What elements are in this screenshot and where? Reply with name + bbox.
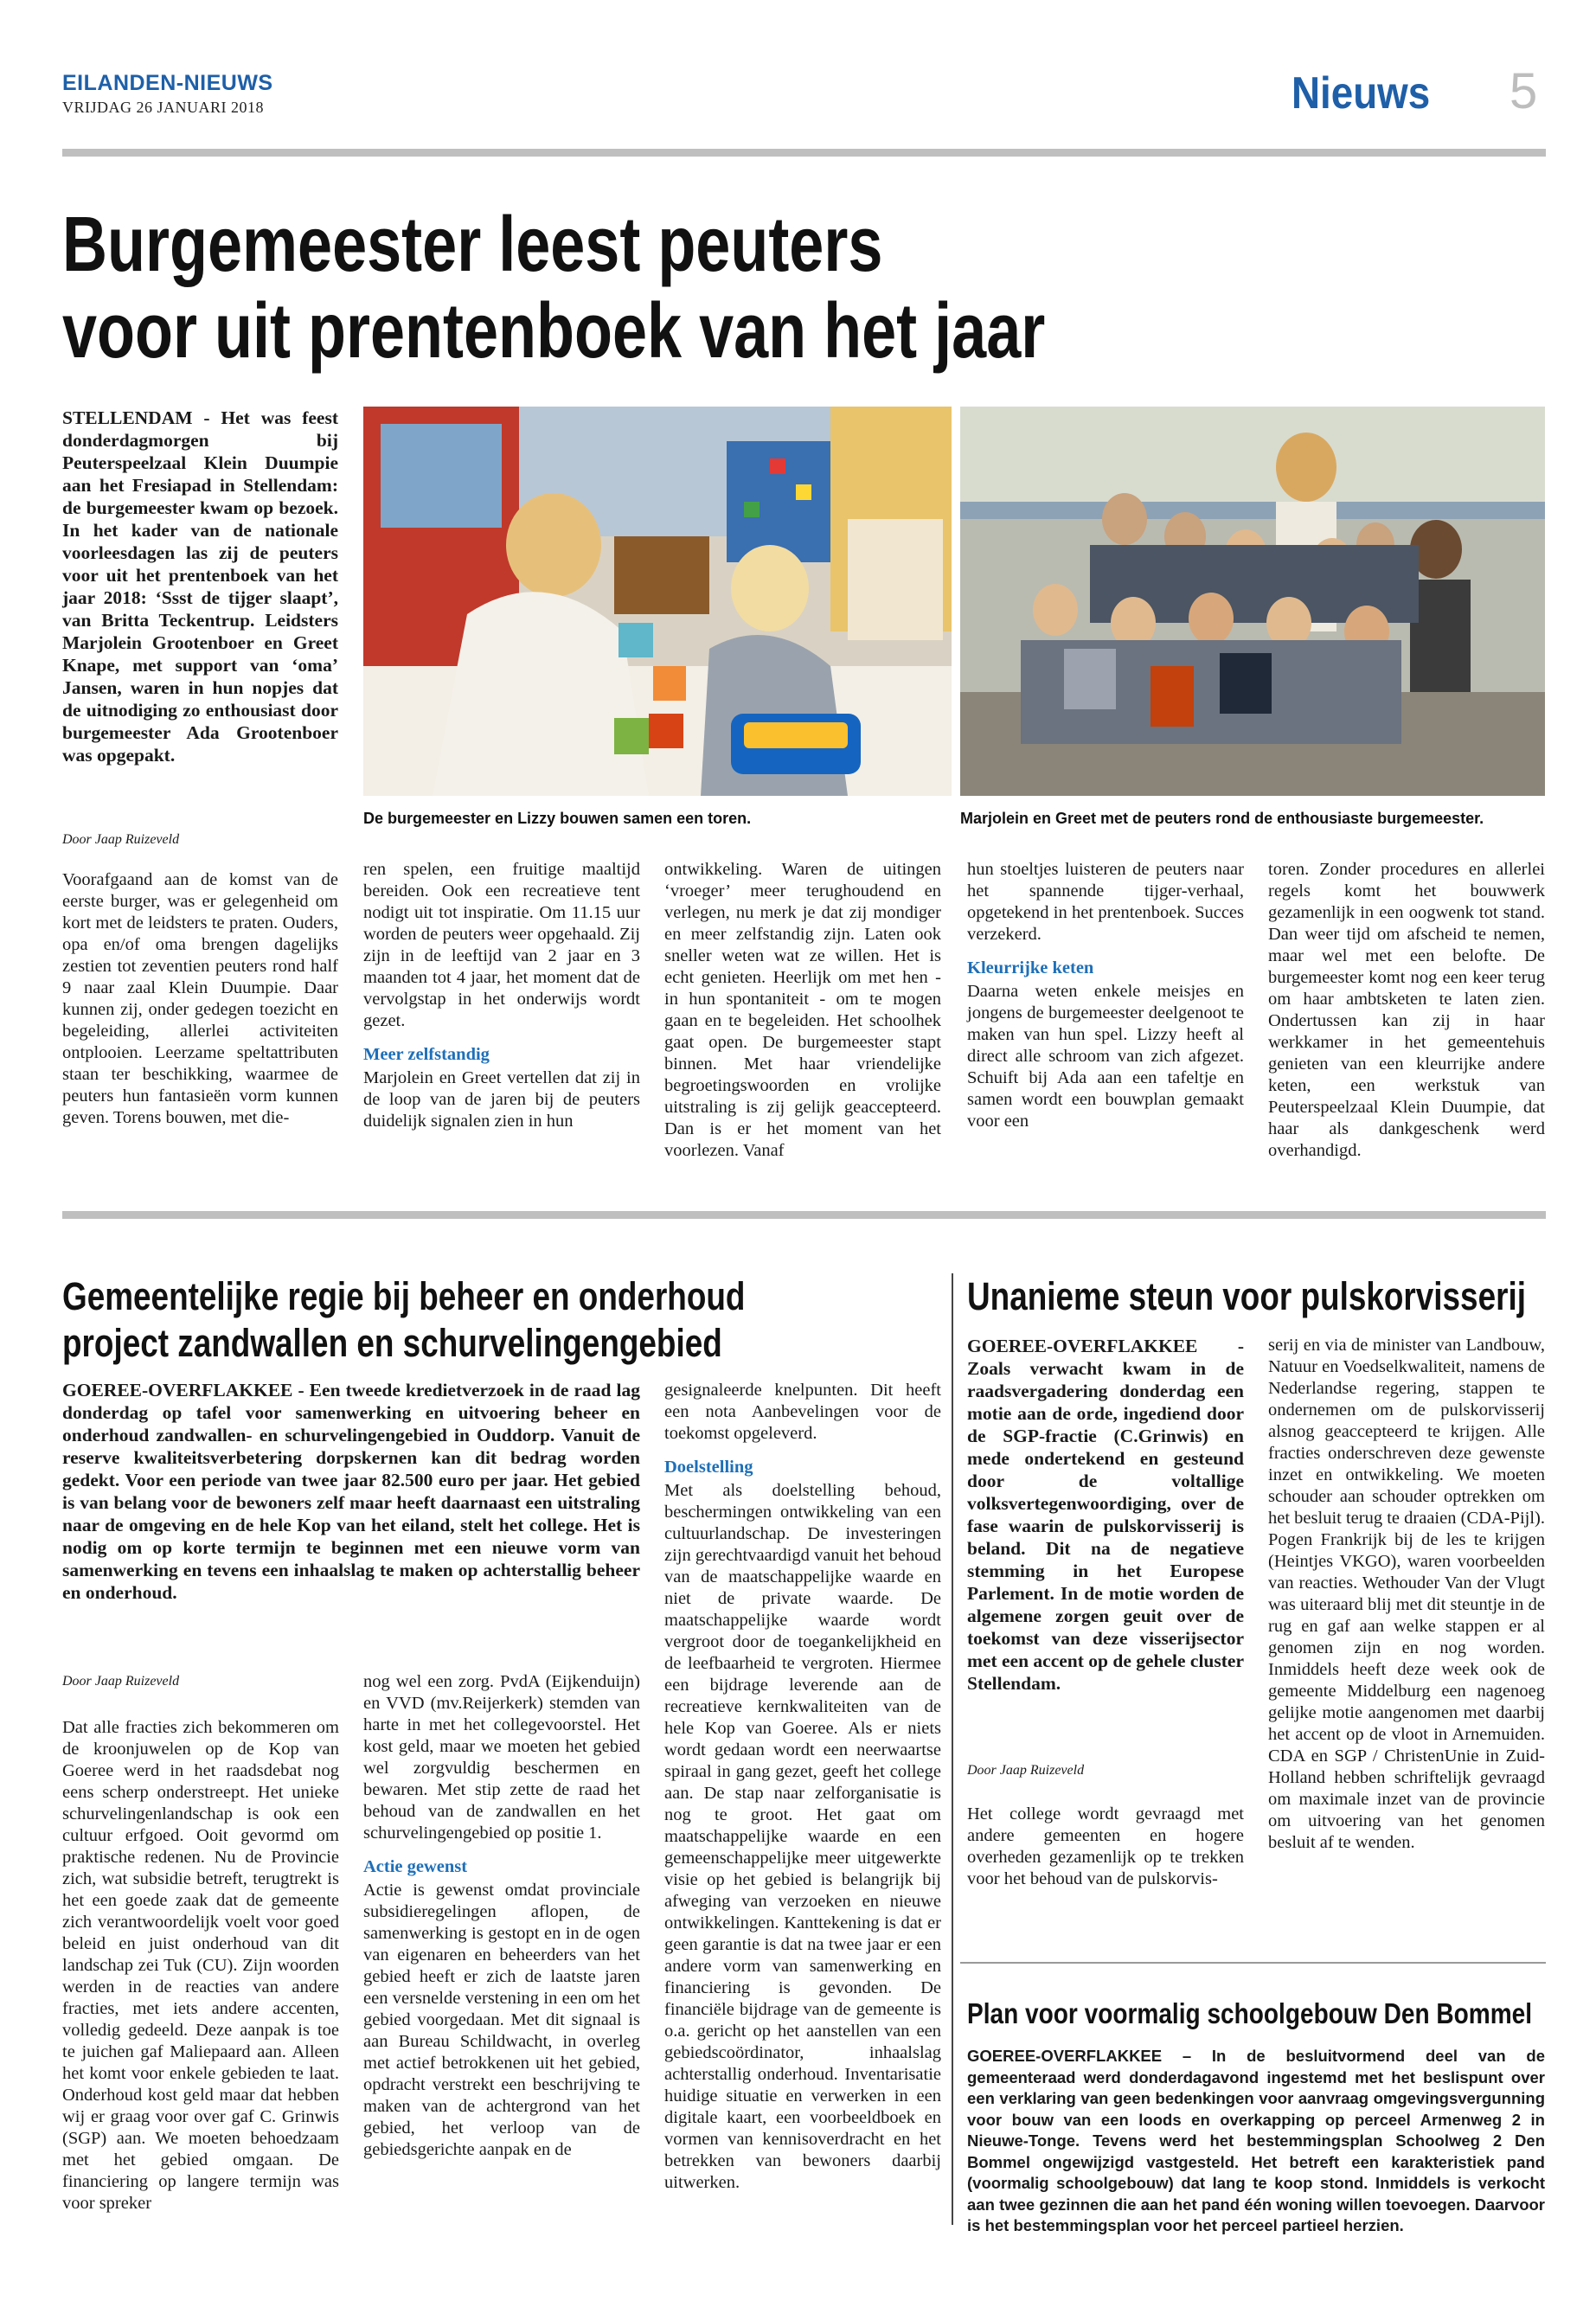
section-rule [62, 1211, 1546, 1219]
article-column: Voorafgaand aan de komst van de eerste burger, was er gelegenheid om kort met de leidsters te praten. Ouders, opa en/of oma brengen dagelijks zestien tot zeventien peuters rond half 9 naar zaal Klein Duumpie. Daar kunnen zij, onder gedegen toezicht en begeleiding, allerlei activiteiten ontplooien. Leerzame speltattributen staan ter beschikking, waarmee de peuters hun fantasieën vorm kunnen geven. Torens bouwen, met die- [62, 870, 338, 1127]
article-lead: GOEREE-OVERFLAKKEE - Een tweede kredietverzoek in de raad lag donderdag op tafel voor samenwerking en uitvoering beheer en onderhoud zandwallen- en schurvelingengebied in Ouddorp. Vanuit de reserve kwaliteitsverbetering dorpskernen kan dit bedrag worden gedekt. Voor een periode van twee jaar 82.500 euro per jaar. Het gebied is van belang voor de bewoners zelf maar heeft daarnaast een uitstraling naar de omgeving en de hele Kop van het eiland, stelt het college. Het is nodig om op korte termijn te beginnen met een nieuwe vorm van samenwerking en tevens een inhaalslag te maken op achterstallig beheer en onderhoud. [62, 1380, 640, 1603]
photo-caption: Marjolein en Greet met de peuters rond de enthousiaste burgemeester. [960, 810, 1484, 827]
paragraph: gesignaleerde knelpunten. Dit heeft een nota Aanbevelingen voor de toekomst opgeleverd. [664, 1381, 941, 1443]
article-lead: GOEREE-OVERFLAKKEE - Zoals verwacht kwam in de raadsvergadering donderdag een motie aan de orde, ingediend door de SGP-fractie (C.Grinwis) en mede ondertekend en gesteund door de voltallige volksvertegenwoordiging, over de fase waarin de pulskorvisserij is beland. Dit na de negatieve stemming in het Europese Parlement. In de motie worden de algemene zorgen geuit over de toekomst van deze visserijsector met een accent op de gehele cluster Stellendam. [967, 1336, 1245, 1694]
header-rule [62, 149, 1546, 157]
byline: Door Jaap Ruizeveld [967, 1763, 1085, 1778]
column-divider [952, 1273, 953, 2225]
article-column-2 [363, 859, 640, 1132]
subheading: Meer zelfstandig [363, 1045, 490, 1064]
article-column-2: serij en via de minister van Landbouw, Natuur en Voedselkwaliteit, namens de Nederlandse regering, stappen te ondernemen om de pulskorvisserij alsnog geaccepteerd te krijgen. Alle fracties onderschreven deze gewenste inzet en ontwikkeling. We moeten schouder aan schouder optrekken om het besluit terug te draaien (CDA-Pijl). Pogen Frankrijk bij de les te krijgen (Heintjes VKGO), waren voorbeelden van reacties. Wethouder Van der Vlugt was uiteraard blij met dit steuntje in de rug en gaf aan welke stappen er al genomen zijn en nog worden. Inmiddels heeft deze week ook de gemeente Middelburg een nagenoeg gelijke motie aangenomen met daarbij het accent op de vloot in Arnemuiden. CDA en SGP / ChristenUnie in Zuid-Holland hebben schriftelijk gevraagd om maximale inzet van de provincie om uitvoering van het genomen besluit af te wenden. [1268, 1336, 1545, 1852]
photo-caption: De burgemeester en Lizzy bouwen samen een toren. [363, 810, 752, 827]
article-column-2 [363, 1671, 640, 2161]
headline-line-2: project zandwallen en schurvelingengebied [62, 1321, 722, 1365]
paragraph: Daarna weten enkele meisjes en jongens de burgemeester deelgenoot te maken van hun spel. Lizzy heeft al direct alle schroom van zich afgezet. Schuift bij Ada aan een tafeltje en samen wordt een bouwplan gemaakt voor een [967, 982, 1244, 1131]
headline: Unanieme steun voor pulskorvisserij [967, 1274, 1526, 1318]
photo-mayor-building-tower [363, 407, 952, 796]
subheading: Actie gewenst [363, 1857, 468, 1876]
box-rule [960, 1962, 1546, 1964]
article-lead: STELLENDAM - Het was feest donderdagmorgen bij Peuterspeelzaal Klein Duumpie aan het Fresiapad in Stellendam: de burgemeester kwam op bezoek. In het kader van de nationale voorleesdagen las zij de peuters voor uit het prentenboek van het jaar 2018: ‘Ssst de tijger slaapt’, van Britta Teckentrup. Leidsters Marjolein Grootenboer en Greet Knape, met support van ‘oma’ Jansen, waren in hun nopjes dat de uitnodiging zo enthousiast door burgemeester Ada Grootenboer was opgepakt. [62, 407, 338, 766]
paragraph: Marjolein en Greet vertellen dat zij in de loop van de jaren bij de peuters duidelijk signalen zien in hun [363, 1068, 640, 1131]
headline-line-1: Gemeentelijke regie bij beheer en onderhoud [62, 1274, 746, 1318]
headline-line-2: voor uit prentenboek van het jaar [62, 288, 1046, 375]
section-title: Nieuws [1292, 68, 1431, 119]
photo-group-toddlers [960, 407, 1545, 796]
paragraph: Actie is gewenst omdat provinciale subsidieregelingen aflopen, de samenwerking is gestopt en in de ogen van eigenaren en beheerders van het gebied heeft er zich de laatste jaren een versnelde verstening in een om het gebied voorgedaan. Met dit signaal is aan Bureau Schildwacht, in overleg met actief betrokkenen uit het gebied, opdracht verstrekt een beschrijving te maken van de achtergrond van het gebied, het verloop van de gebiedsgerichte aanpak en de [363, 1881, 640, 2159]
article-column-4 [967, 859, 1244, 1132]
newspaper-logo: EILANDEN-NIEUWS [62, 71, 273, 95]
paragraph: Met als doelstelling behoud, beschermingen ontwikkeling van een cultuurlandschap. De investeringen zijn gerechtvaardigd vanuit het behoud van de maatschappelijke waarde en niet de private waarde. De maatschappelijke waarde wordt vergroot door de toegankelijkheid en de leefbaarheid te vergroten. Hiermee een bijdrage leverende aan de recreatieve kernkwaliteiten van de hele Kop van Goeree. Als er niets wordt gedaan wordt een neerwaartse spiraal in gang gezet, geeft het college aan. De stap naar zelforganisatie is nog te groot. Het gaat om maatschappelijke waarde en een gemeenschappelijke meer uitgewerkte visie op het gebied is belangrijk bij afweging van verzoeken en nieuwe ontwikkelingen. Kanttekening is dat er geen garantie is dat na twee jaar er een andere vorm van samenwerking en financiering is gevonden. De financiële bijdrage van de gemeente is o.a. gericht op het aanstellen van een gebiedscoördinator, inhaalslag achterstallig onderhoud. Inventarisatie huidige situatie en verwerken in een digitale kaart, een voorbeeldboek en vormen van kennisoverdracht en het betrekken van bewoners daarbij uitwerken. [664, 1481, 941, 2192]
headline: Plan voor voormalig schoolgebouw Den Bommel [967, 1997, 1533, 2029]
page-number: 5 [1509, 63, 1538, 119]
article-column: Het college wordt gevraagd met andere gemeenten en hogere overheden gezamenlijk op te trekken voor het behoud van de pulskorvis- [967, 1804, 1244, 1888]
article-column-5: toren. Zonder procedures en allerlei regels komt het bouwwerk gezamenlijk in een oogwenk tot stand. Dan weer tijd om afscheid te nemen, maar wel met een belofte. De burgemeester komt nog een keer terug om haar ambtsketen te laten zien. Ondertussen kan zij in haar werkkamer in het gemeentehuis genieten van een kleurrijke andere keten, een werkstuk van Peuterspeelzaal Klein Duumpie, dat haar als dankgeschenk werd overhandigd. [1268, 860, 1545, 1160]
paragraph: nog wel een zorg. PvdA (Eijkenduijn) en VVD (mv.Reijerkerk) stemden van harte in met het collegevoorstel. Het kost geld, maar we moeten het gebied wel zorgvuldig beschermen en bewaren. Met stip zette de raad het behoud van de zandwallen en het schurvelingengebied op positie 1. [363, 1672, 640, 1843]
article-column-3 [664, 1380, 941, 2194]
byline: Door Jaap Ruizeveld [62, 1674, 180, 1689]
subheading: Kleurrijke keten [967, 958, 1094, 977]
paragraph: hun stoeltjes luisteren de peuters naar het spannende tijger-verhaal, opgetekend in het prentenboek. Succes verzekerd. [967, 860, 1244, 944]
issue-date: VRIJDAG 26 JANUARI 2018 [62, 99, 265, 116]
article-column: Dat alle fracties zich bekommeren om de kroonjuwelen op de Kop van Goeree werd in het raadsdebat nog eens scherp onderstreept. Het unieke schurvelingenlandschap is ook een cultuur erfgoed. Ooit gevormd om praktische redenen. Nu de Provincie zich, wat subsidie betreft, terugtrekt is het een goede zaak dat de gemeente zich verantwoordelijk voelt voor goed beleid en juist onderhoud van dit landschap zei Tuk (CU). Zijn woorden werden in de reacties van andere fracties, met iets andere accenten, volledig gedeeld. Deze aanpak is toe te juichen gaf Maliepaard aan. Alleen het komt voor enkele gebieden te laat. Onderhoud kost geld maar dat hebben wij er graag voor over gaf C. Grinwis (SGP) aan. We moeten behoedzaam met het gebied omgaan. De financiering op langere termijn was voor spreker [62, 1718, 339, 2213]
article-column-3: ontwikkeling. Waren de uitingen ‘vroeger’ meer terughoudend en verlegen, nu merk je dat zij mondiger en meer zelfstandig zijn. Laten ook sneller weten wat ze willen. Het is echt genieten. Heerlijk om met hen - in hun spontaniteit - om te mogen gaan en te begeleiden. Het schoolhek gaat open. De burgemeester stapt binnen. Met haar vriendelijke begroetingswoorden en vrolijke uitstraling is zij gelijk geaccepteerd. Dan is er het moment van het voorlezen. Vanaf [664, 860, 941, 1160]
headline-line-1: Burgemeester leest peuters [62, 202, 883, 288]
byline: Door Jaap Ruizeveld [62, 832, 180, 847]
subheading: Doelstelling [664, 1458, 753, 1477]
paragraph: ren spelen, een fruitige maaltijd bereiden. Ook een recreatieve tent nodigt uit tot inspiratie. Om 11.15 uur worden de peuters weer opgehaald. Zij zijn in de leeftijd van 2 jaar en 3 maanden tot 4 jaar, het moment dat de vervolgstap in het onderwijs wordt gezet. [363, 860, 640, 1030]
article-lead: GOEREE-OVERFLAKKEE – In de besluitvormend deel van de gemeenteraad werd donderdagavond ingestemd met het beslispunt over een verklaring van geen bedenkingen voor aanvraag omgevingsvergunning voor bouw van een loods en overkapping op perceel Armenweg 2 in Nieuwe-Tonge. Tevens werd het bestemmingsplan Schoolweg 2 Den Bommel ongewijzigd vastgesteld. Het betreft een karakteristiek pand (voormalig schoolgebouw) dat lang te koop stond. Inmiddels is verkocht aan twee gezinnen die aan het pand één woning willen toevoegen. Daarvoor is het bestemmingsplan voor het perceel partieel herzien. [967, 2047, 1545, 2234]
